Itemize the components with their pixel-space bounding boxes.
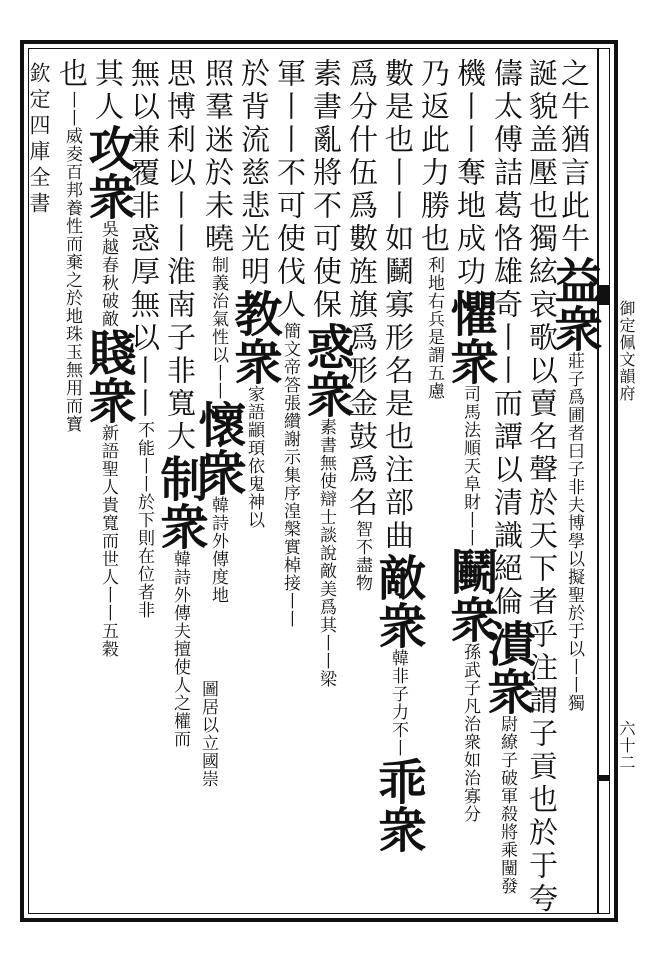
entry-note: 不能丨丨於下則在位者非 [134, 421, 154, 619]
column-text: 言此牛 [557, 157, 591, 256]
column-text: 於背流慈悲光明 [237, 58, 271, 289]
entry-note: 司馬法順天阜財丨丨 [460, 385, 480, 547]
column-text: 機丨丨奪地成功 [453, 58, 487, 289]
fold-divider [597, 48, 599, 914]
column-text: 其人 [91, 58, 125, 124]
fold-book-title: 御定佩文韻府 [617, 300, 636, 402]
entry-note: 家語顓頊依鬼神以 [244, 385, 264, 529]
entry-note: 孫武子凡治衆如治寡分 [460, 643, 480, 823]
column-text: 數是也丨丨如鬭寡形名是也注部曲 [381, 58, 415, 553]
column-text: 軍丨丨不可使伐人 [273, 58, 307, 322]
fold-mark-bottom [597, 775, 610, 781]
column-text: 之牛猶 [557, 58, 591, 157]
entry-heading: 賤衆 [80, 328, 136, 424]
entry-note: 智不盡物 [352, 520, 372, 592]
column-text: 乃返此力勝也 [417, 58, 451, 256]
entry-note: 韓詩外傳夫擅使人之權而 [170, 550, 190, 748]
column-text: 照羣迷於未曉 [201, 58, 235, 256]
entry-heading: 乖衆 [370, 757, 426, 853]
text-column-16 [50, 58, 94, 433]
column-text: 素書亂將不可使保 [309, 58, 343, 322]
entry-note: 簡文帝答張纘謝示集序湟槃實棹接丨丨 [280, 322, 300, 628]
column-text: 無以兼覆非惑厚無以丨丨 [127, 58, 161, 421]
entry-heading: 攻衆 [80, 124, 136, 220]
column-text: 思博利以丨丨淮南子非寬大 [163, 58, 197, 454]
column-text: 儔太傅詰葛恪雄奇丨丨而譚以清識絕倫 [490, 58, 524, 619]
fold-page-number: 六十二 [617, 720, 636, 771]
entry-note: 吳越春秋破敵 [98, 220, 118, 328]
entry-note: 丨丨威夌百邦 [62, 91, 82, 199]
entry-heading: 潰衆 [479, 619, 535, 715]
column-text: 也 [55, 58, 89, 91]
margin-title: 欽定四庫全書 [27, 62, 51, 218]
entry-heading: 敵衆 [370, 553, 426, 649]
entry-heading: 惑衆 [298, 322, 354, 418]
entry-note: 韓詩外傳度地 [208, 496, 228, 604]
entry-note: 圖居以立國崇 [198, 680, 218, 788]
entry-heading: 鬭衆 [442, 547, 498, 643]
entry-heading: 益衆 [546, 256, 602, 352]
entry-note: 莊子爲圃者曰子非夫博學以擬聖於于以丨丨獨 [564, 352, 584, 712]
entry-note: 素書無使辯士談說敵美爲其丨丨梁 [316, 418, 336, 688]
entry-note: 尉繚子破軍殺將乘闉發 [497, 715, 517, 895]
entry-heading: 教衆 [226, 289, 282, 385]
entry-heading: 懼衆 [442, 289, 498, 385]
entry-heading: 制衆 [152, 454, 208, 550]
column-text: 爲分什伍爲數旌旗爲形金鼓爲名 [345, 58, 379, 520]
entry-note: 新語聖人貴寬而世人丨丨五穀 [98, 424, 118, 658]
entry-note: 利地右兵是謂五慮 [424, 256, 444, 400]
entry-heading: 懷衆 [190, 400, 246, 496]
column-text: 誕貌盖壓也獨絃哀歌以賣名聲於天下者乎注謂子貢也於于夸 [525, 58, 559, 916]
entry-note: 韓非子力不丨 [388, 649, 408, 757]
entry-note: 制義治氣性以丨丨 [208, 256, 228, 400]
entry-note: 養性而棄之於地珠玉無用而寶 [62, 199, 82, 433]
